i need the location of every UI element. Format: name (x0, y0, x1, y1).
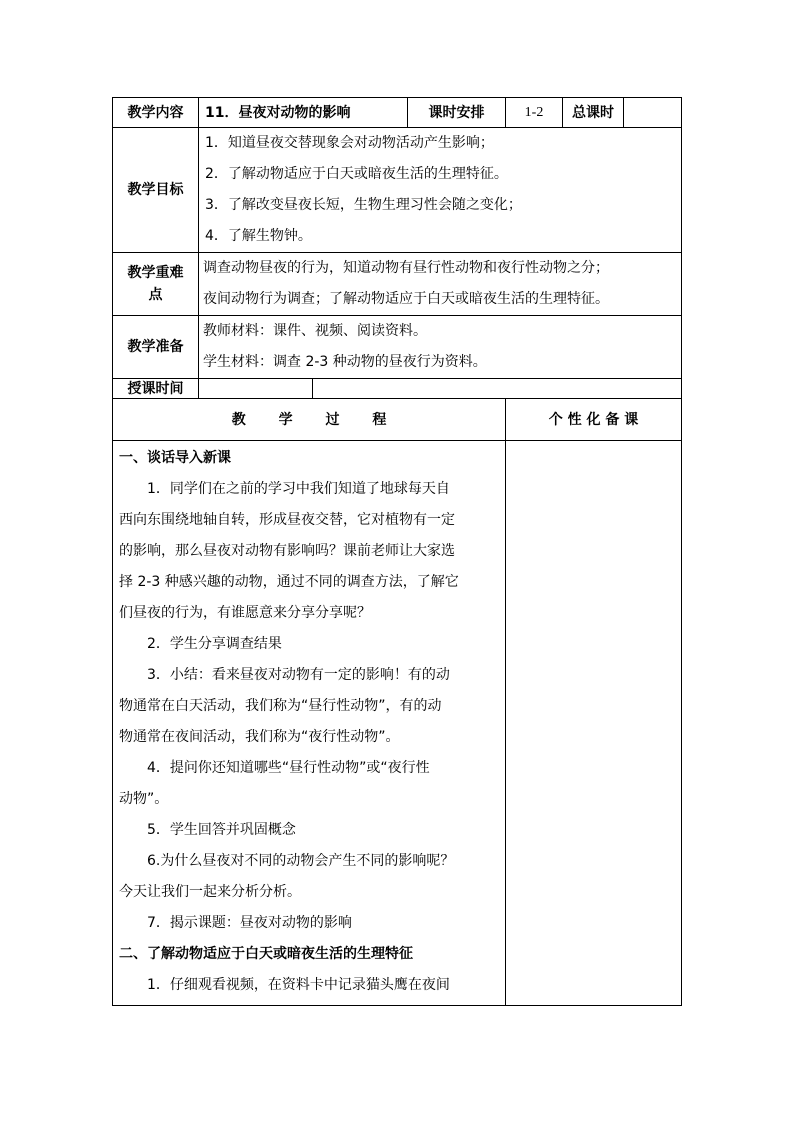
time-value (313, 379, 682, 399)
key-points-label-line1: 教学重难 (127, 265, 184, 281)
process-line: 择 2-3 种感兴趣的动物，通过不同的调查方法，了解它 (119, 574, 459, 590)
header-row (113, 98, 682, 128)
total-hours-label: 总课时 (563, 98, 624, 128)
goal-item: 3．了解改变昼夜长短，生物生理习性会随之变化； (205, 197, 522, 213)
goals-content (199, 128, 682, 253)
personalized-prep-heading: 个 性 化 备 课 (506, 399, 682, 441)
lesson-title: 11．昼夜对动物的影响 (199, 98, 408, 128)
process-line: 2．学生分享调查结果 (147, 636, 282, 652)
time-label: 授课时间 (113, 379, 199, 399)
process-heading-char: 学 (278, 411, 293, 428)
process-line: 1．同学们在之前的学习中我们知道了地球每天自 (147, 481, 450, 497)
time-value-cell-a (199, 379, 313, 399)
content-label: 教学内容 (113, 98, 199, 128)
process-line: 7．揭示课题：昼夜对动物的影响 (147, 915, 352, 931)
process-line: 4．提问你还知道哪些“昼行性动物”或“夜行性 (147, 760, 430, 776)
personalized-prep-content (506, 441, 682, 1006)
process-section-title: 一、谈话导入新课 (119, 450, 231, 466)
process-heading-char: 程 (372, 411, 387, 428)
process-line: 动物”。 (119, 791, 169, 807)
goal-item: 1．知道昼夜交替现象会对动物活动产生影响； (205, 135, 494, 151)
key-points-label (113, 253, 199, 316)
key-points-row (113, 253, 682, 316)
process-content (113, 441, 506, 1006)
schedule-value: 1-2 (506, 98, 563, 128)
process-line: 1．仔细观看视频，在资料卡中记录猫头鹰在夜间 (147, 977, 450, 993)
process-line: 今天让我们一起来分析分析。 (119, 884, 301, 900)
goal-item: 2．了解动物适应于白天或暗夜生活的生理特征。 (205, 166, 508, 182)
key-points-label-line2: 点 (148, 287, 163, 303)
goals-label: 教学目标 (113, 128, 199, 253)
process-heading-char: 教 (231, 411, 246, 428)
process-line: 物通常在白天活动，我们称为“昼行性动物”，有的动 (119, 698, 442, 714)
process-heading-char: 过 (325, 411, 340, 428)
schedule-label: 课时安排 (408, 98, 506, 128)
lesson-plan-table (112, 97, 682, 1006)
key-point-item: 调查动物昼夜的行为，知道动物有昼行性动物和夜行性动物之分； (203, 260, 609, 276)
process-line: 的影响，那么昼夜对动物有影响吗？课前老师让大家选 (119, 543, 455, 559)
time-row (113, 379, 682, 399)
process-heading-row (113, 399, 682, 441)
preparation-row (113, 316, 682, 379)
process-line: 6.为什么昼夜对不同的动物会产生不同的影响呢？ (147, 853, 455, 869)
preparation-item: 学生材料：调查 2-3 种动物的昼夜行为资料。 (203, 354, 487, 370)
preparation-label: 教学准备 (113, 316, 199, 379)
lesson-plan-page (112, 97, 681, 1006)
key-points-content (199, 253, 682, 316)
process-line: 们昼夜的行为，有谁愿意来分享分享呢？ (119, 605, 371, 621)
preparation-item: 教师材料：课件、视频、阅读资料。 (203, 323, 427, 339)
goals-row (113, 128, 682, 253)
goal-item: 4．了解生物钟。 (205, 228, 312, 244)
process-line: 5．学生回答并巩固概念 (147, 822, 296, 838)
process-body-row (113, 441, 682, 1006)
preparation-content (199, 316, 682, 379)
total-hours-value (624, 98, 682, 128)
process-line: 物通常在夜间活动，我们称为“夜行性动物”。 (119, 729, 400, 745)
process-line: 西向东围绕地轴自转，形成昼夜交替，它对植物有一定 (119, 512, 455, 528)
key-point-item: 夜间动物行为调查；了解动物适应于白天或暗夜生活的生理特征。 (203, 291, 609, 307)
process-heading (113, 399, 506, 441)
process-line: 3．小结：看来昼夜对动物有一定的影响！有的动 (147, 667, 450, 683)
process-section-title: 二、了解动物适应于白天或暗夜生活的生理特征 (119, 946, 413, 962)
